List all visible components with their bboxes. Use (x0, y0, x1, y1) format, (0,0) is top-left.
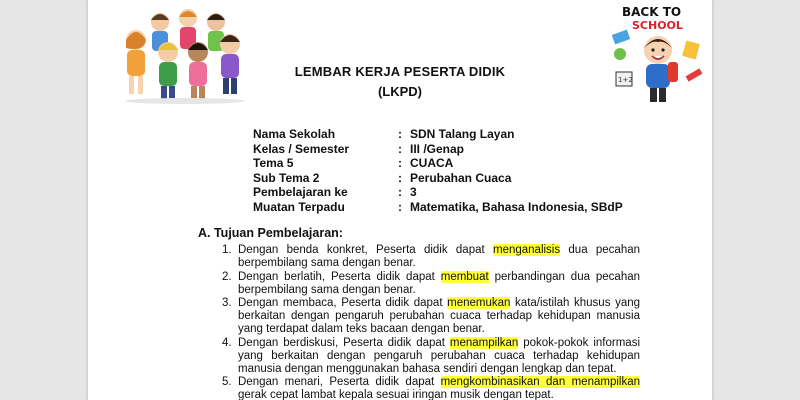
info-row (253, 200, 673, 215)
list-number: 3. (222, 297, 232, 309)
list-item (222, 297, 640, 336)
info-value: III /Genap (410, 141, 465, 156)
info-value: 3 (410, 185, 417, 200)
goal-text: Dengan berdiskusi, Peserta didik dapat (238, 336, 450, 349)
info-label: Muatan Terpadu (253, 199, 345, 214)
info-label: Kelas / Semester (253, 141, 350, 156)
info-separator: : (398, 185, 402, 200)
goal-text: Dengan berlatih, Peserta didik dapat (238, 270, 441, 283)
list-item (222, 337, 640, 376)
section-a-heading: A. Tujuan Pembelajaran: (198, 226, 343, 240)
info-row (253, 142, 673, 157)
highlighted-verb: menemukan (447, 297, 511, 309)
info-separator: : (398, 127, 402, 141)
list-item (222, 244, 640, 270)
info-value: SDN Talang Layan (410, 127, 515, 141)
goal-text: Dengan membaca, Peserta didik dapat (238, 297, 448, 309)
document-subtitle: (LKPD) (377, 84, 423, 99)
list-item (222, 376, 640, 400)
highlighted-verb: membuat (440, 270, 489, 283)
info-row (253, 156, 673, 171)
logo-text-line2: SCHOOL (632, 19, 683, 32)
goal-text-rest: pokok-pokok informasi yang berkaitan dengan pengaruh perubahan cuaca terhadap kehidupan manusia dengan menggunakan bahasa sendiri dengan lengkap dan tepat. (238, 336, 641, 375)
learning-goals-list (222, 244, 640, 400)
list-number: 1. (222, 244, 232, 256)
info-row (253, 185, 673, 200)
info-label: Nama Sekolah (253, 127, 336, 141)
info-separator: : (398, 156, 402, 171)
goal-text-rest: perbandingan dua pecahan berpembilang sama dengan benar. (238, 270, 641, 296)
info-value: CUACA (410, 156, 454, 171)
identity-table (253, 127, 673, 215)
info-value: Perubahan Cuaca (410, 170, 512, 185)
list-number: 5. (222, 376, 232, 388)
goal-text: Dengan menari, Peserta didik dapat (238, 376, 441, 388)
list-number: 2. (222, 270, 232, 283)
goal-text: Dengan benda konkret, Peserta didik dapat (238, 244, 493, 256)
goal-text-rest: dua pecahan berpembilang sama dengan benar. (238, 244, 641, 269)
info-label: Tema 5 (253, 156, 294, 171)
info-separator: : (398, 141, 402, 156)
document-page (88, 0, 712, 400)
info-row (253, 127, 673, 142)
info-label: Sub Tema 2 (253, 170, 320, 185)
document-title: LEMBAR KERJA PESERTA DIDIK (294, 64, 506, 79)
svg-text:1+2: 1+2 (618, 76, 633, 84)
info-separator: : (398, 170, 402, 185)
list-number: 4. (222, 336, 232, 349)
info-separator: : (398, 199, 402, 214)
goal-text-rest: kata/istilah khusus yang berkaitan dengan pengaruh perubahan cuaca terhadap kehidupan manusia yang terdapat dalam teks bacaan dengan benar. (238, 297, 641, 335)
info-label: Pembelajaran ke (253, 185, 348, 200)
highlighted-verb: menampilkan (449, 336, 519, 349)
info-row (253, 171, 673, 186)
goal-text-rest: gerak cepat lambat kepala sesuai iringan musik dengan tepat. (238, 389, 554, 400)
logo-text-line1: BACK TO (622, 5, 682, 19)
highlighted-verb: menganalisis (492, 244, 561, 256)
info-value: Matematika, Bahasa Indonesia, SBdP (410, 199, 623, 214)
highlighted-verb: mengkombinasikan dan menampilkan (440, 376, 640, 388)
list-item (222, 271, 640, 297)
